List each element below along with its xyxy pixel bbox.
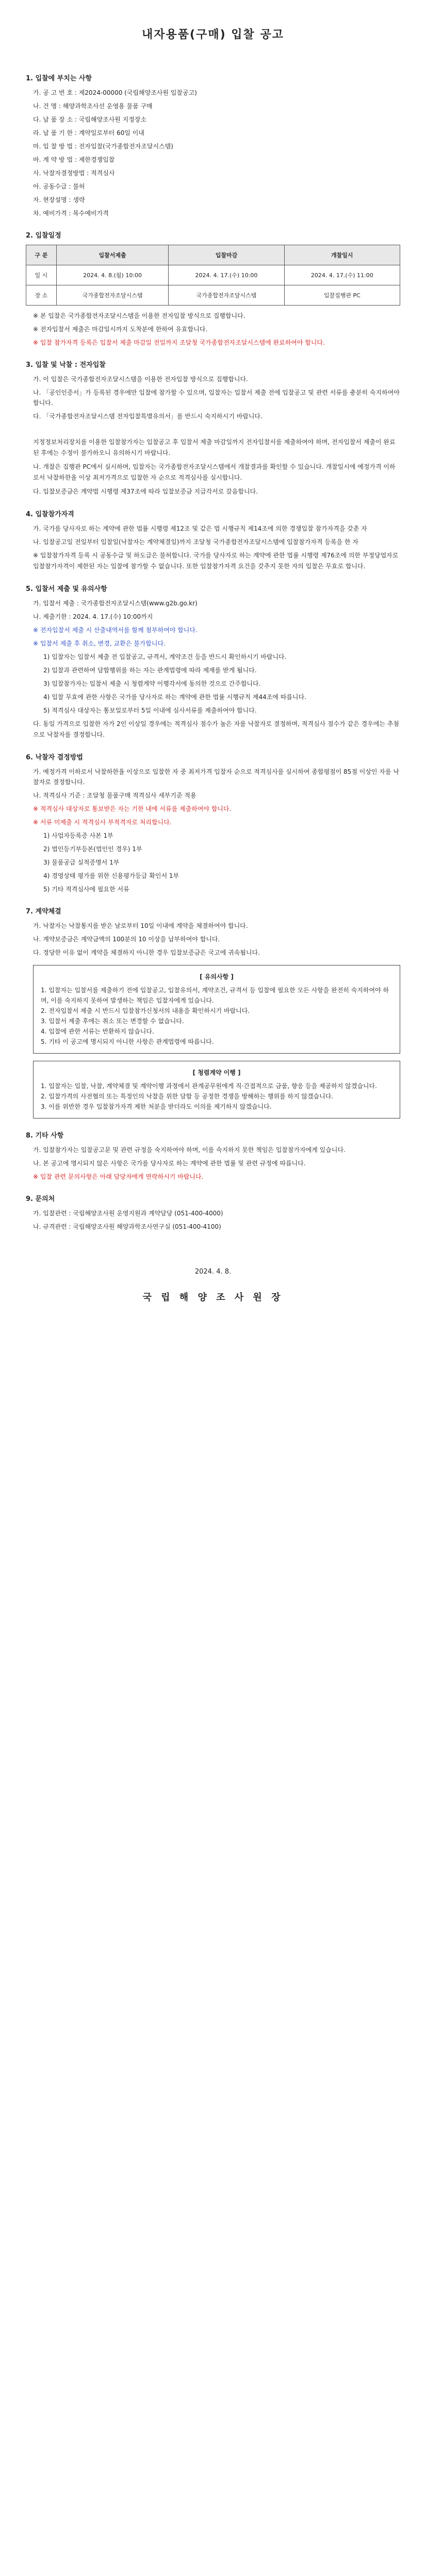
box-title: [ 유의사항 ] — [200, 973, 234, 980]
table-cell: 국가종합전자조달시스템 — [169, 285, 284, 306]
page-title: 내자용품(구매) 입찰 공고 — [142, 28, 284, 41]
list-item: 5) 적격심사 대상자는 통보일로부터 5일 이내에 심사서류를 제출하여야 합니다. — [43, 707, 257, 714]
section-award-method — [26, 752, 400, 894]
item: 다. 정당한 이유 없이 계약을 체결하지 아니한 경우 입찰보증금은 국고에 귀속됩니다. — [33, 949, 260, 956]
warning-note: ※ 입찰 관련 문의사항은 아래 담당자에게 연락하시기 바랍니다. — [33, 1173, 204, 1180]
table-row — [26, 285, 400, 306]
list-item: 1) 입찰자는 입찰서 제출 전 입찰공고, 규격서, 계약조건 등을 반드시 확인하시기 바랍니다. — [43, 653, 287, 660]
item: 나. 본 공고에 명시되지 않은 사항은 국가를 당사자로 하는 계약에 관한 법률 및 관련 규정에 따릅니다. — [33, 1160, 306, 1167]
paragraph: 다. 입찰보증금은 계약법 시행령 제37조에 따라 입찰보증금 지급각서로 갈음합니다. — [33, 488, 258, 495]
table-cell: 일 시 — [26, 265, 57, 285]
section-title: 9. 문의처 — [26, 1195, 55, 1203]
highlight-note: ※ 전자입찰서 제출 시 산출내역서를 함께 첨부하여야 합니다. — [33, 626, 198, 634]
section-title: 3. 입찰 및 낙찰 : 전자입찰 — [26, 361, 106, 369]
list-item: 4) 경영상태 평가를 위한 신용평가등급 확인서 1부 — [43, 872, 179, 879]
item: 가. 입찰서 제출 : 국가종합전자조달시스템(www.g2b.go.kr) — [33, 600, 198, 607]
section-title: 1. 입찰에 부치는 사항 — [26, 75, 92, 82]
item: 다. 「국가종합전자조달시스템 전자입찰특별유의서」를 반드시 숙지하시기 바랍니다. — [33, 413, 263, 420]
section-bid-items — [26, 73, 400, 218]
highlight-note: ※ 입찰서 제출 후 취소, 변경, 교환은 불가합니다. — [33, 640, 166, 647]
section-eligibility — [26, 509, 400, 572]
section-title: 5. 입찰서 제출 및 유의사항 — [26, 585, 107, 593]
box-line: 1. 입찰자는 입찰, 낙찰, 계약체결 및 계약이행 과정에서 관계공무원에게 직·간접적으로 금품, 향응 등을 제공하지 않겠습니다. — [41, 1082, 377, 1090]
table-row — [26, 265, 400, 285]
list-item: 4) 입찰 무효에 관한 사항은 국가를 당사자로 하는 계약에 관한 법률 시행규칙 제44조에 따릅니다. — [43, 693, 306, 701]
paragraph: 나. 개찰은 집행관 PC에서 실시하며, 입찰자는 국가종합전자조달시스템에서 개찰결과를 확인할 수 있습니다. 개찰일시에 예정가격 이하로서 낙찰하한율 이상 최저가격으로 입찰한 자 순으로 적격심사를 실시합니다. — [33, 463, 396, 481]
box-line: 5. 기타 이 공고에 명시되지 아니한 사항은 관계법령에 따릅니다. — [41, 1038, 214, 1045]
table-cell: 2024. 4. 8.(월) 10:00 — [56, 265, 168, 285]
list-item: 3) 물품공급 실적증명서 1부 — [43, 859, 120, 866]
box-line: 4. 입찰에 관한 서류는 반환하지 않습니다. — [41, 1028, 154, 1035]
section-contact — [26, 1193, 400, 1232]
section-title: 6. 낙찰자 결정방법 — [26, 754, 83, 761]
paragraph: 다. 동일 가격으로 입찰한 자가 2인 이상일 경우에는 적격심사 점수가 높은 자를 낙찰자로 결정하며, 적격심사 점수가 같은 경우에는 추첨으로 낙찰자를 결정합니다. — [33, 720, 399, 738]
item: 나. 규격관련 : 국립해양조사원 해양과학조사연구실 (051-400-4100) — [33, 1223, 221, 1230]
announcement-page — [26, 15, 400, 2576]
section-contract — [26, 906, 400, 958]
item: 나. 입찰공고일 전일부터 입찰일(낙찰자는 계약체결일)까지 조달청 국가종합전자조달시스템에 입찰참가자격 등록을 한 자 — [33, 538, 358, 546]
issuing-organization: 국 립 해 양 조 사 원 장 — [142, 1292, 284, 1303]
section-other — [26, 1130, 400, 1182]
warning-note: ※ 입찰 참가자격 등록은 입찰서 제출 마감일 전일까지 조달청 국가종합전자조달시스템에 완료하여야 합니다. — [33, 339, 325, 346]
item: 가. 국가를 당사자로 하는 계약에 관한 법률 시행령 제12조 및 같은 법 시행규칙 제14조에 의한 경쟁입찰 참가자격을 갖춘 자 — [33, 525, 367, 532]
table-cell: 장 소 — [26, 285, 57, 306]
item: 바. 계 약 방 법 : 제한경쟁입찰 — [33, 156, 115, 163]
list-item: 3) 입찰참가자는 입찰서 제출 시 청렴계약 이행각서에 동의한 것으로 간주합니다. — [43, 680, 261, 687]
paragraph: ※ 입찰참가자격 등록 시 공동수급 및 하도급은 불허합니다. 국가를 당사자로 하는 계약에 관한 법률 시행령 제76조에 의한 부정당업자로 입찰참가자격이 제한된 자는 입찰에 참가할 수 없습니다. 또한 입찰참가자격 요건을 갖추지 못한 자의 입찰은 무효로 합니다. — [33, 552, 399, 570]
item: 나. 계약보증금은 계약금액의 100분의 10 이상을 납부하여야 합니다. — [33, 936, 220, 943]
item: 나. 「공인인증서」가 등록된 경우에만 입찰에 참가할 수 있으며, 입찰자는 입찰서 제출 전에 입찰공고 및 관련 서류를 충분히 숙지하여야 합니다. — [33, 389, 400, 406]
list-item: 2) 법인등기부등본(법인인 경우) 1부 — [43, 845, 142, 853]
note: ※ 본 입찰은 국가종합전자조달시스템을 이용한 전자입찰 방식으로 집행합니다. — [33, 312, 245, 319]
item: 가. 예정가격 이하로서 낙찰하한율 이상으로 입찰한 자 중 최저가격 입찰자 순으로 적격심사를 실시하여 종합평점이 85점 이상인 자를 낙찰자로 결정합니다. — [33, 768, 399, 786]
integrity-box — [33, 1061, 400, 1118]
schedule-table — [26, 245, 400, 306]
section-bid-award — [26, 359, 400, 497]
item: 라. 납 품 기 한 : 계약일로부터 60일 이내 — [33, 129, 144, 137]
item: 가. 입찰참가자는 입찰공고문 및 관련 규정을 숙지하여야 하며, 이를 숙지하지 못한 책임은 입찰참가자에게 있습니다. — [33, 1146, 346, 1154]
item: 사. 낙찰자결정방법 : 적격심사 — [33, 170, 115, 177]
list-item: 2) 입찰과 관련하여 담합행위를 하는 자는 관계법령에 따라 제재를 받게 됩니다. — [43, 667, 257, 674]
item: 가. 입찰관련 : 국립해양조사원 운영지원과 계약담당 (051-400-4000) — [33, 1210, 223, 1217]
table-header: 구 분 — [26, 245, 57, 265]
item: 차. 예비가격 : 복수예비가격 — [33, 210, 109, 217]
table-cell: 국가종합전자조달시스템 — [56, 285, 168, 306]
paragraph: 지정정보처리장치를 이용한 입찰참가자는 입찰공고 후 입찰서 제출 마감일까지 전자입찰서를 제출하여야 하며, 전자입찰서 제출이 완료된 후에는 수정이 불가하오니 유의하시기 바랍니다. — [33, 438, 396, 456]
section-title: 2. 입찰일정 — [26, 232, 61, 240]
section-title: 7. 계약체결 — [26, 908, 61, 916]
section-schedule — [26, 230, 400, 348]
notice-box — [33, 965, 400, 1054]
table-cell: 입찰집행관 PC — [284, 285, 400, 306]
section-title: 4. 입찰참가자격 — [26, 511, 74, 518]
warning-note: ※ 적격심사 대상자로 통보받은 자는 기한 내에 서류를 제출하여야 합니다. — [33, 805, 232, 812]
table-header: 개찰일시 — [284, 245, 400, 265]
warning-note: ※ 서류 미제출 시 적격심사 부적격자로 처리합니다. — [33, 819, 172, 826]
table-cell: 2024. 4. 17.(수) 10:00 — [169, 265, 284, 285]
list-item: 1) 사업자등록증 사본 1부 — [43, 832, 113, 839]
box-line: 2. 입찰가격의 사전협의 또는 특정인의 낙찰을 위한 담합 등 공정한 경쟁을 방해하는 행위를 하지 않겠습니다. — [41, 1093, 334, 1100]
item: 나. 건 명 : 해양과학조사선 운영용 물품 구매 — [33, 103, 153, 110]
item: 마. 입 찰 방 법 : 전자입찰(국가종합전자조달시스템) — [33, 143, 173, 150]
table-cell: 2024. 4. 17.(수) 11:00 — [284, 265, 400, 285]
table-header: 입찰서제출 — [56, 245, 168, 265]
section-submission — [26, 583, 400, 740]
item: 자. 현장설명 : 생략 — [33, 196, 85, 204]
item: 나. 적격심사 기준 : 조달청 물품구매 적격심사 세부기준 적용 — [33, 792, 196, 799]
note: ※ 전자입찰서 제출은 마감일시까지 도착분에 한하여 유효합니다. — [33, 326, 208, 333]
table-header: 입찰마감 — [169, 245, 284, 265]
box-title: [ 청렴계약 이행 ] — [192, 1069, 241, 1076]
item: 가. 공 고 번 호 : 제2024-00000 (국립해양조사원 입찰공고) — [33, 89, 197, 96]
announcement-date: 2024. 4. 8. — [194, 1268, 232, 1276]
item: 가. 낙찰자는 낙찰통지를 받은 날로부터 10일 이내에 계약을 체결하여야 합니다. — [33, 922, 248, 929]
box-line: 2. 전자입찰서 제출 시 반드시 입찰참가신청서의 내용을 확인하시기 바랍니다. — [41, 1007, 250, 1014]
list-item: 5) 기타 적격심사에 필요한 서류 — [43, 886, 129, 893]
item: 아. 공동수급 : 불허 — [33, 183, 85, 190]
item: 다. 납 품 장 소 : 국립해양조사원 지정장소 — [33, 116, 147, 123]
box-line: 3. 이를 위반한 경우 입찰참가자격 제한 처분을 받더라도 이의를 제기하지 않겠습니다. — [41, 1103, 272, 1110]
box-line: 1. 입찰자는 입찰서를 제출하기 전에 입찰공고, 입찰유의서, 계약조건, 규격서 등 입찰에 필요한 모든 사항을 완전히 숙지하여야 하며, 이를 숙지하지 못하여 발생하는 책임은 입찰자에게 있습니다. — [41, 987, 389, 1004]
section-title: 8. 기타 사항 — [26, 1132, 64, 1140]
item: 가. 이 입찰은 국가종합전자조달시스템을 이용한 전자입찰 방식으로 집행합니다. — [33, 376, 248, 383]
item: 나. 제출기한 : 2024. 4. 17.(수) 10:00까지 — [33, 613, 153, 620]
box-line: 3. 입찰서 제출 후에는 취소 또는 변경할 수 없습니다. — [41, 1018, 184, 1025]
